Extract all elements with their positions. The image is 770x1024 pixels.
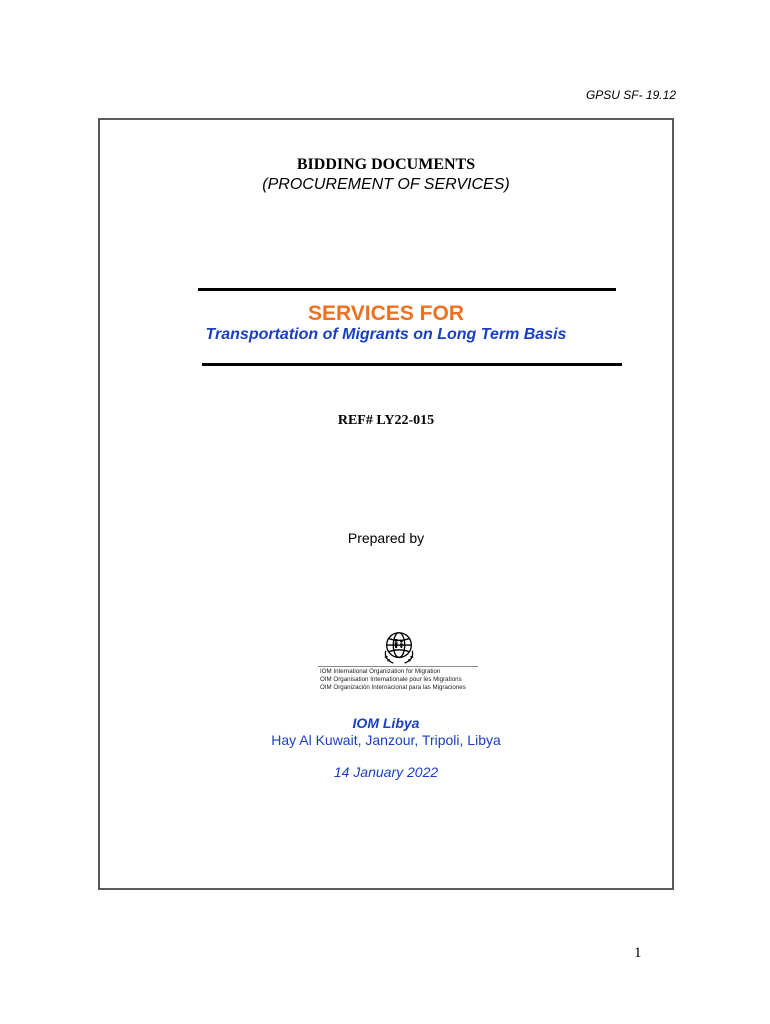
document-subtitle: (PROCUREMENT OF SERVICES) — [262, 176, 510, 193]
form-code: GPSU SF- 19.12 — [585, 88, 676, 102]
document-title: BIDDING DOCUMENTS — [296, 156, 476, 173]
prepared-by-label: Prepared by — [347, 530, 425, 546]
organization-name: IOM Libya — [352, 715, 420, 731]
page-number: 1 — [634, 945, 642, 961]
organization-address: Hay Al Kuwait, Janzour, Tripoli, Libya — [271, 732, 501, 748]
iom-logo — [318, 628, 480, 692]
services-subject: Transportation of Migrants on Long Term Basis — [205, 326, 567, 343]
logo-divider — [318, 666, 478, 667]
iom-globe-logo-icon — [380, 628, 418, 666]
bottom-rule-divider — [202, 363, 622, 366]
top-rule-divider — [198, 288, 616, 291]
document-date: 14 January 2022 — [333, 764, 439, 780]
logo-text-spanish: OIM Organización Internacional para las Migraciones — [320, 684, 466, 691]
logo-text-french: OIM Organisation Internationale pour les Migrations — [320, 676, 462, 683]
cover-frame — [98, 118, 674, 890]
logo-text-english: IOM International Organization for Migration — [320, 668, 441, 675]
services-heading: SERVICES FOR — [308, 302, 464, 325]
reference-number: REF# LY22-015 — [337, 413, 435, 428]
